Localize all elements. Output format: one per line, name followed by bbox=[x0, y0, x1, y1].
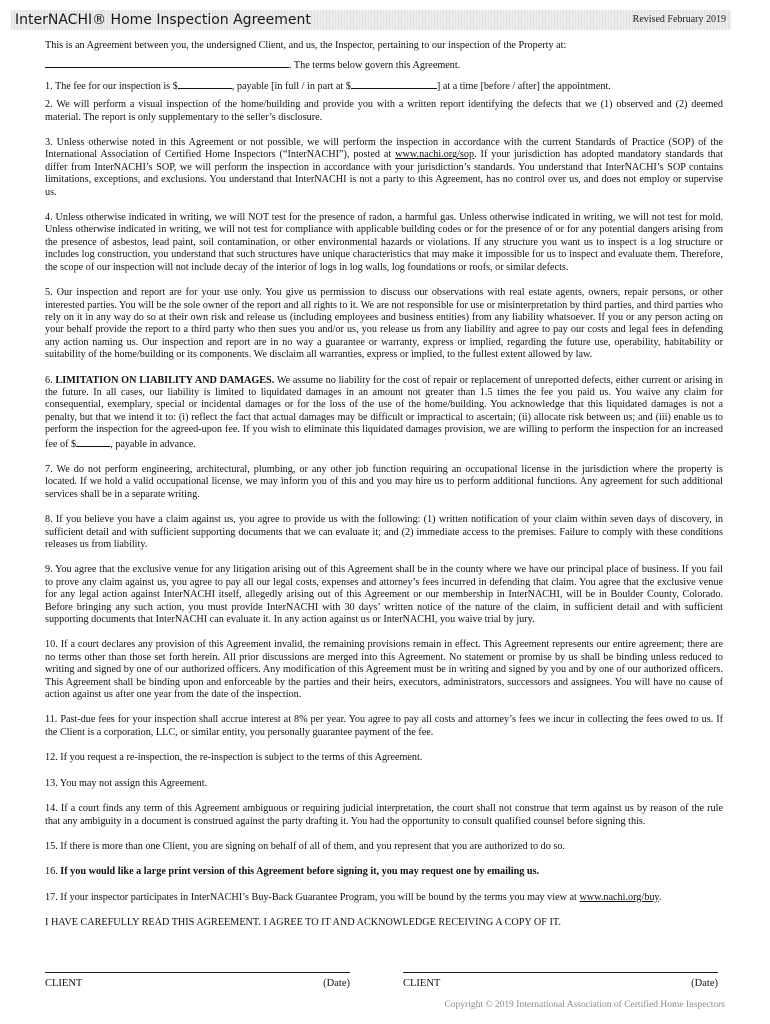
clause-14: 14. If a court finds any term of this Agreement ambiguous or requiring judicial interpretation, the court shall not construe that term against us by reason of the rule that any ambiguity in a document is construed against the party drafting it. You had the opportunity to consult qualified counsel before signing this. bbox=[45, 803, 723, 827]
clause-3-text-a: 3. Unless otherwise noted in this Agreement or not possible, we will perform the inspection in accordance with the current Standards of Practice (SOP) of the International Association of Certified Home Inspectors (“InterNACHI”), posted at bbox=[45, 137, 723, 161]
clause-1-text-b: , payable [in full / in part at $ bbox=[231, 80, 351, 92]
clause-6 bbox=[45, 375, 723, 451]
clause-1 bbox=[45, 79, 723, 93]
client-signature-1[interactable] bbox=[45, 972, 350, 998]
signature-line bbox=[403, 972, 718, 973]
intro-terms-text: . The terms below govern this Agreement. bbox=[289, 60, 461, 72]
clause-16-text: If you would like a large print version of this Agreement before signing it, you may request one by emailing us. bbox=[60, 866, 540, 878]
clause-6-heading: LIMITATION ON LIABILITY AND DAMAGES. bbox=[55, 374, 275, 386]
date-label: (Date) bbox=[323, 978, 350, 989]
clause-17-tail: . bbox=[658, 891, 662, 903]
clause-6-number: 6. bbox=[45, 374, 56, 386]
intro-text: This is an Agreement between you, the undersigned Client, and us, the Inspector, pertaining to our inspection of the Property at: bbox=[45, 40, 567, 51]
clause-15: 15. If there is more than one Client, you are signing on behalf of all of them, and you represent that you are authorized to do so. bbox=[45, 840, 565, 852]
clause-13: 13. You may not assign this Agreement. bbox=[45, 777, 208, 789]
document-title: InterNACHI® Home Inspection Agreement bbox=[15, 12, 311, 28]
clause-17-text: 17. If your inspector participates in InterNACHI’s Buy-Back Guarantee Program, you will be bound by the terms you may view at bbox=[45, 891, 580, 903]
clause-5: 5. Our inspection and report are for your use only. You give us permission to discuss our observations with real estate agents, owners, repair persons, or other interested parties. You will be the sole owner of the report and all rights to it. We are not responsible for use or misinterpretation by third parties, and third parties who rely on it in any way do so at their own risk and release us (including employees and business entities) from any liability whatsoever. If you or any person acting on your behalf provide the report to a third party who then sues you and/or us, you release us from any liability and agree to pay our costs and legal fees in defending any action naming us. Our inspection and report are in no way a guarantee or warranty, express or implied, regarding the future use, operability, habitability or suitability of the home/building or its components. We disclaim all warranties, express or implied, to the fullest extent allowed by law. bbox=[45, 287, 723, 361]
clause-7: 7. We do not perform engineering, architectural, plumbing, or any other job function requiring an occupational license in the jurisdiction where the property is located. If we hold a valid occupational license, we may inform you of this and you may hire us to perform additional functions. Any agreement for such additional services shall be in a separate writing. bbox=[45, 463, 723, 500]
date-label: (Date) bbox=[691, 978, 718, 989]
clause-17 bbox=[45, 892, 723, 904]
clause-3 bbox=[45, 137, 723, 199]
clause-9: 9. You agree that the exclusive venue for any litigation arising out of this Agreement shall be in the county where we have our principal place of business. If you fail to prove any claim against us, you agree to pay all our legal costs, expenses and attorney’s fees incurred in defending that claim. You agree that the exclusive venue for any legal action against InterNACHI itself, allegedly arising out of this Agreement or our membership in InterNACHI, will be in Boulder County, Colorado. Before bringing any such action, you must provide InterNACHI with 30 days’ written notice of the nature of the claim, in sufficient detail and with sufficient supporting documents that InterNACHI can evaluate it. In any action against us or InterNACHI, you waive trial by jury. bbox=[45, 564, 723, 626]
buy-back-link[interactable]: www.nachi.org/buy bbox=[579, 891, 659, 903]
clause-6-text: We assume no liability for the cost of repair or replacement of unreported defects, either current or arising in the future. In all cases, our liability is limited to liquidated damages in an amount not greater than 1.5 times the fee you paid us. You waive any claim for consequential, exemplary, special or incidental damages or for the loss of the use of the home/building. You acknowledge that this liquidated damages is not a penalty, but that we intend it to: (i) reflect the fact that actual damages may be difficult or impractical to ascertain; (ii) allocate risk between us; and (iii) enable us to perform the inspection for the agreed-upon fee. If you wish to eliminate this liquidated damages provision, we are willing to perform the inspection for an increased fee of $ bbox=[45, 374, 724, 450]
client-signature-2[interactable] bbox=[403, 972, 718, 998]
sop-link[interactable]: www.nachi.org/sop bbox=[395, 149, 475, 161]
clause-3-text-b: . If your jurisdiction has adopted mandatory standards that differ from InterNACHI’s SOP, we will perform the inspection in accordance with your jurisdiction’s standards. You understand that InterNACHI’s SOP contains limitations, exceptions, and exclusions. You understand that InterNACHI is not a party to this Agreement, has no control over us, and does not employ or supervise us. bbox=[45, 149, 723, 198]
clause-16 bbox=[45, 866, 723, 878]
clause-10: 10. If a court declares any provision of this Agreement invalid, the remaining provisions remain in effect. This Agreement represents our entire agreement; there are no terms other than those set forth herein. All prior discussions are merged into this Agreement. No statement or promise by us shall be binding unless reduced to writing and signed by one of our authorized officers. Any modification of this Agreement must be in writing and signed by you and by one of our authorized officers. This Agreement shall be binding upon and enforceable by the parties and their heirs, executors, administrators, successors and assignees. You will have no cause of action against us after one year from the date of the inspection. bbox=[45, 639, 723, 701]
copyright-notice: Copyright © 2019 International Association of Certified Home Inspectors bbox=[444, 1000, 725, 1010]
property-address-field[interactable] bbox=[45, 58, 289, 68]
document-header bbox=[11, 10, 731, 30]
property-address-line bbox=[45, 58, 723, 72]
clause-12: 12. If you request a re-inspection, the re-inspection is subject to the terms of this Agreement. bbox=[45, 752, 423, 764]
client-label: CLIENT bbox=[403, 978, 441, 989]
partial-payment-field[interactable] bbox=[351, 79, 437, 89]
clause-6-tail: , payable in advance. bbox=[110, 438, 196, 450]
clause-16-number: 16. bbox=[45, 866, 61, 878]
clause-1-text-a: 1. The fee for our inspection is $ bbox=[45, 80, 178, 92]
signature-line bbox=[45, 972, 350, 973]
agreement-body bbox=[45, 40, 723, 930]
inspection-fee-field[interactable] bbox=[178, 79, 232, 89]
revision-date: Revised February 2019 bbox=[632, 14, 726, 25]
client-label: CLIENT bbox=[45, 978, 83, 989]
clause-1-text-c: ] at a time [before / after] the appointment. bbox=[436, 80, 611, 92]
clause-2: 2. We will perform a visual inspection of the home/building and provide you with a written report identifying the defects that we (1) observed and (2) deemed material. The report is only supplementary to the seller’s disclosure. bbox=[45, 99, 723, 123]
clause-4: 4. Unless otherwise indicated in writing, we will NOT test for the presence of radon, a harmful gas. Unless otherwise indicated in writing, we will not test for mold. Unless otherwise indicated in writing, we will not test for compliance with applicable building codes or for the presence of or for any potential dangers arising from the presence of asbestos, lead paint, soil contamination, or other environmental hazards or violations. If any structure you want us to inspect is a log structure or includes log construction, you understand that such structures have unique characteristics that may make it impossible for us to inspect and evaluate them. Therefore, the scope of our inspection will not include decay of the interior of logs in log walls, log foundations or roofs, or similar defects. bbox=[45, 212, 723, 273]
clause-8: 8. If you believe you have a claim against us, you agree to provide us with the following: (1) written notification of your claim within seven days of discovery, in sufficient detail and with sufficient supporting documents that we can evaluate it; and (2) immediate access to the premises. Failure to comply with these conditions releases us from liability. bbox=[45, 514, 723, 550]
acknowledgement: I HAVE CAREFULLY READ THIS AGREEMENT. I AGREE TO IT AND ACKNOWLEDGE RECEIVING A COPY OF IT. bbox=[45, 917, 561, 929]
increased-fee-field[interactable] bbox=[76, 437, 110, 447]
clause-11: 11. Past-due fees for your inspection shall accrue interest at 8% per year. You agree to pay all costs and attorney’s fees we incur in collecting the fees owed to us. If the Client is a corporation, LLC, or similar entity, you personally guarantee payment of the fee. bbox=[45, 714, 723, 738]
